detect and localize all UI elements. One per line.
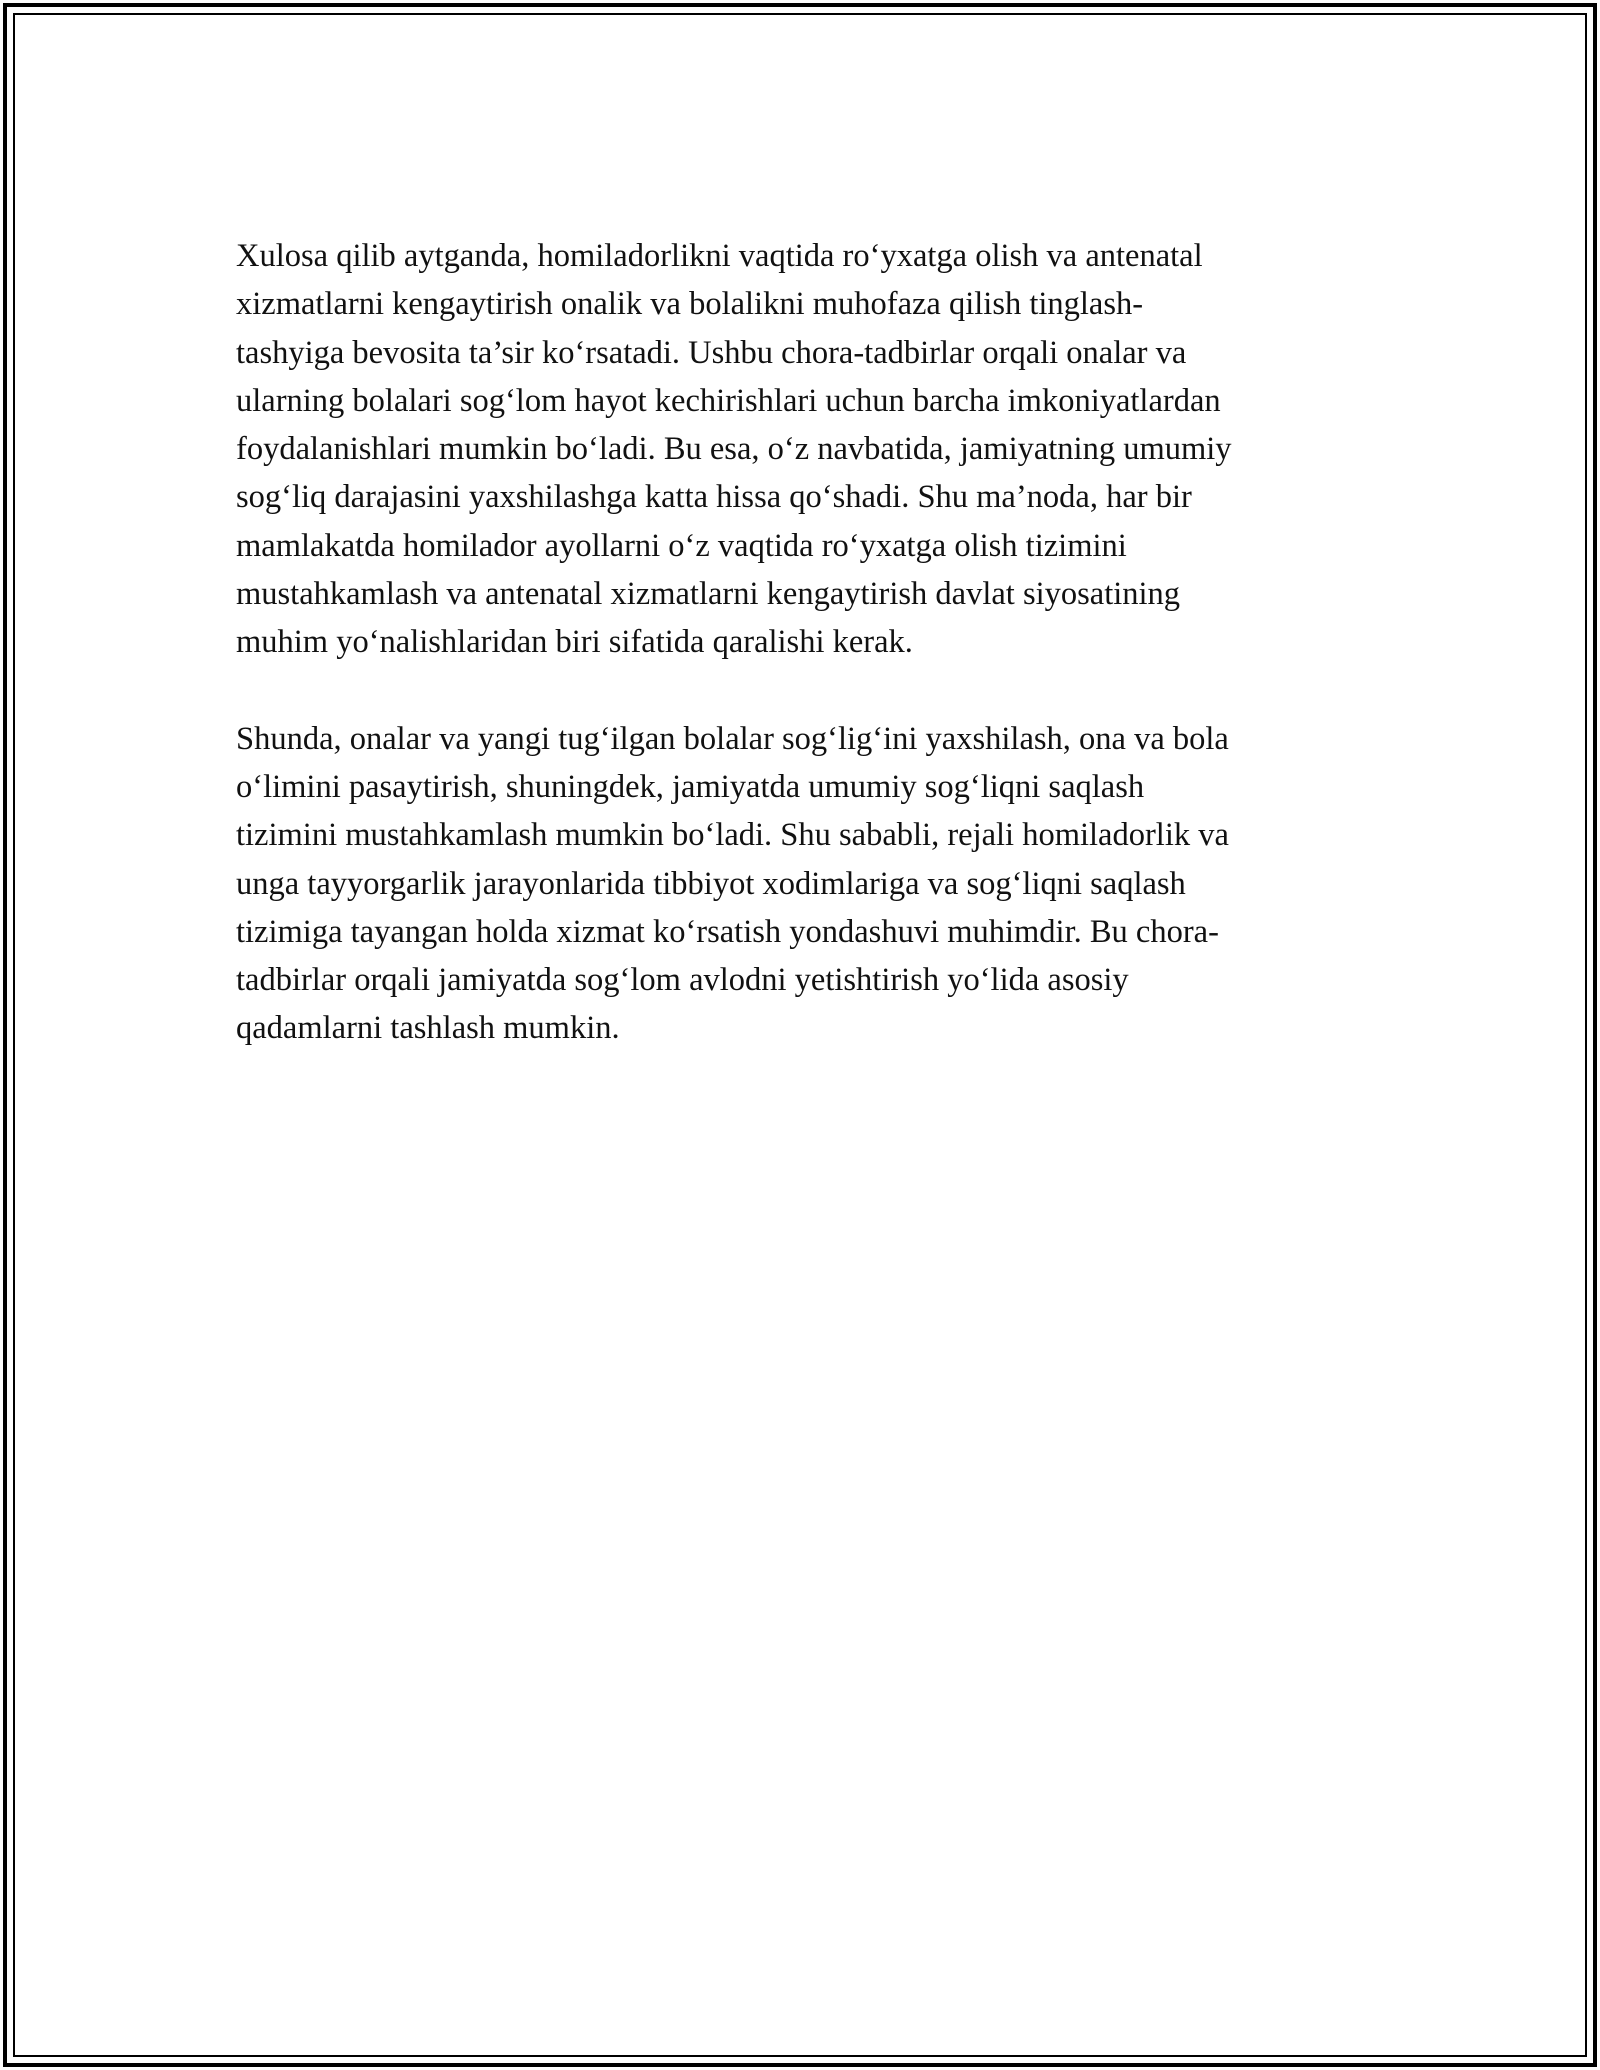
text-line: muhim yo‘nalishlaridan biri sifatida qaralishi kerak. (236, 624, 913, 661)
text-line: Shunda, onalar va yangi tug‘ilgan bolalar sog‘lig‘ini yaxshilash, ona va bola (236, 720, 1229, 757)
text-line: mamlakatda homilador ayollarni o‘z vaqtida ro‘yxatga olish tizimini (236, 527, 1127, 564)
text-line: sog‘liq darajasini yaxshilashga katta hissa qo‘shadi. Shu ma’noda, har bir (236, 479, 1192, 516)
document-body (236, 232, 1366, 1053)
text-line: mustahkamlash va antenatal xizmatlarni kengaytirish davlat siyosatining (236, 576, 1181, 613)
paragraph-outcome (236, 715, 1366, 1053)
text-line: tizimini mustahkamlash mumkin bo‘ladi. Shu sababli, rejali homiladorlik va (236, 817, 1229, 854)
text-line: unga tayyorgarlik jarayonlarida tibbiyot xodimlariga va sog‘liqni saqlash (236, 865, 1186, 902)
text-line: tizimiga tayangan holda xizmat ko‘rsatish yondashuvi muhimdir. Bu chora- (236, 913, 1219, 950)
text-line: foydalanishlari mumkin bo‘ladi. Bu esa, o‘z navbatida, jamiyatning umumiy (236, 431, 1232, 468)
text-line: Xulosa qilib aytganda, homiladorlikni vaqtida ro‘yxatga olish va antenatal (236, 238, 1203, 274)
text-line: ularning bolalari sog‘lom hayot kechirishlari uchun barcha imkoniyatlardan (236, 382, 1221, 419)
text-line: qadamlarni tashlash mumkin. (236, 1010, 620, 1047)
text-line: tashyiga bevosita ta’sir ko‘rsatadi. Ushbu chora-tadbirlar orqali onalar va (236, 334, 1187, 371)
text-line: xizmatlarni kengaytirish onalik va bolalikni muhofaza qilish tinglash- (236, 286, 1144, 323)
text-line: tadbirlar orqali jamiyatda sog‘lom avlodni yetishtirish yo‘lida asosiy (236, 962, 1129, 999)
paragraph-conclusion (236, 232, 1366, 667)
text-line: o‘limini pasaytirish, shuningdek, jamiyatda umumiy sog‘liqni saqlash (236, 768, 1145, 805)
